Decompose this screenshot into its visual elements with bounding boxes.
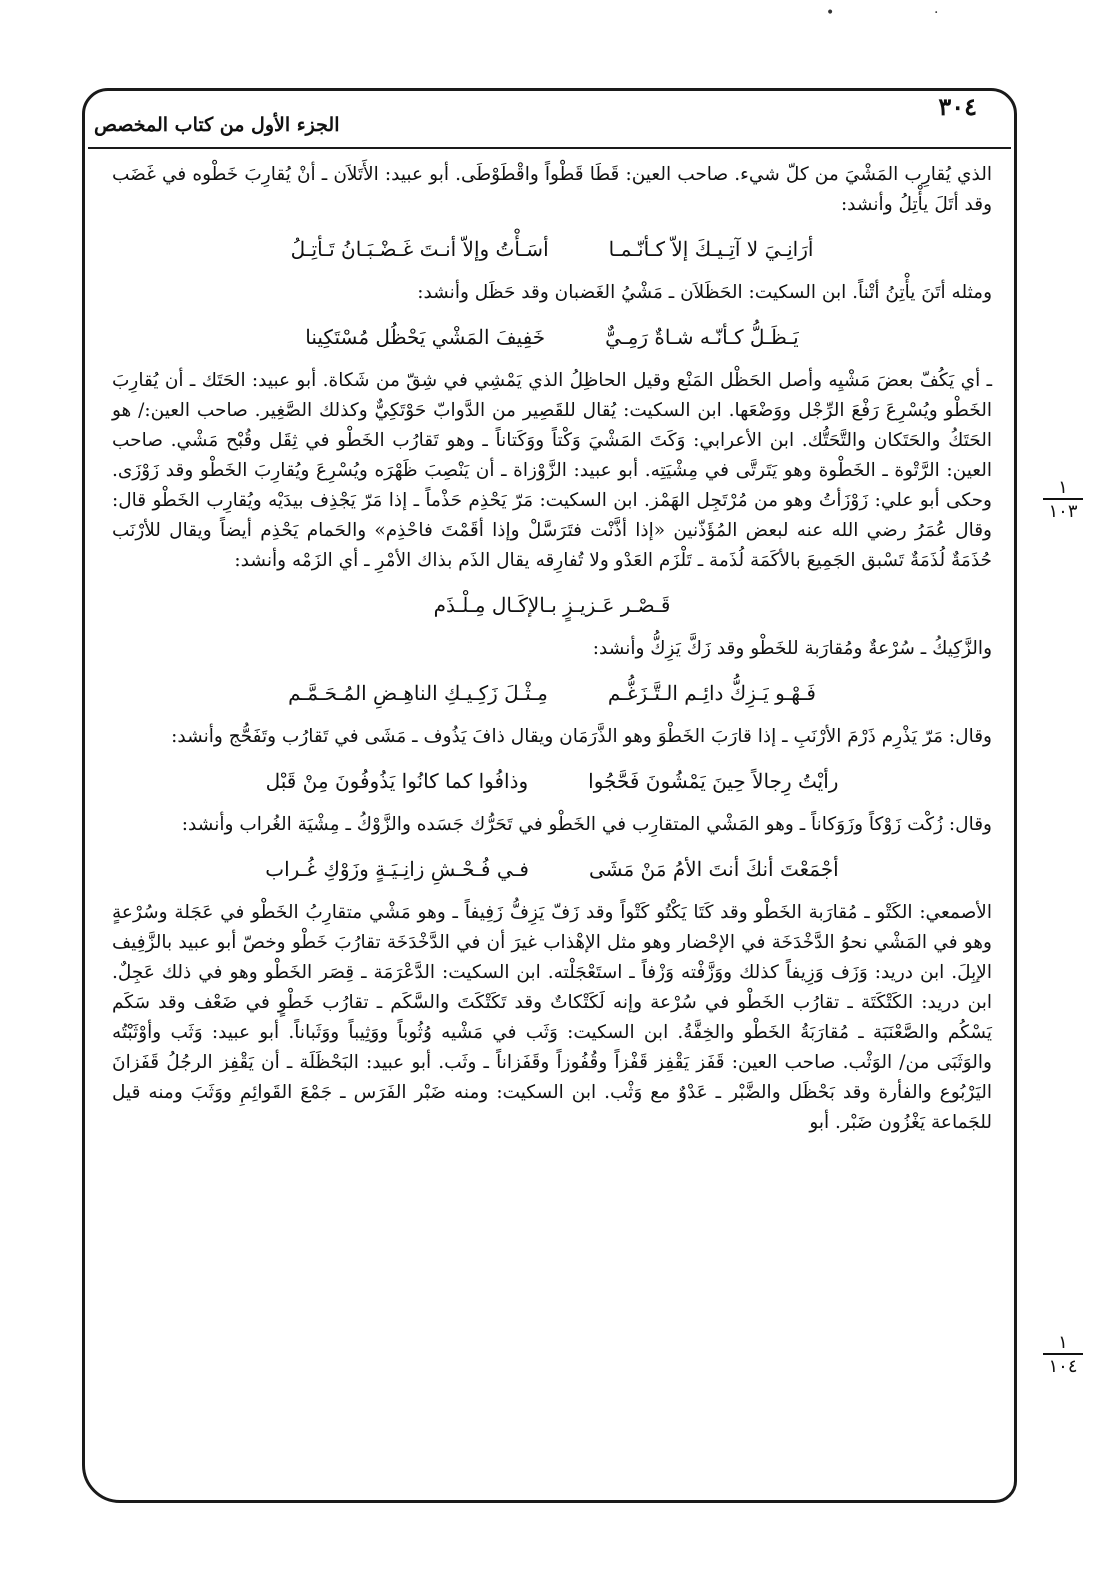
verse-first-hemistich: رأيْتُ رِجالاً حِينَ يَمْشُونَ فَحَّجُوا [588, 769, 839, 793]
scan-speck: • [826, 5, 835, 21]
paragraph: وقال: مَرّ يَذْرِم ذَرْمَ الأرْنَبِ ـ إذا قارَبَ الخَطْوَ وهو الذَّرَمَان ويقال ذافَ يَذُوف ـ مَشَى في تَقارُب وتَفَحُّج وأنشد: [171, 726, 992, 747]
running-title: الجزء الأول من كتاب المخصص [94, 114, 340, 136]
paragraph: الذي يُقارِب المَشْيَ من كلّ شيء. صاحب العين: قَطَا قَطْواً واقْطَوْطَى. أبو عبيد: الأَتَلاَن ـ أنْ يُقارِبَ خَطْوه في غَضَب وقد أتَلَ يأْتِلُ وأنشد: [112, 164, 992, 215]
verse-second-hemistich: فـي فُـحْـشِ زانِـيَـةٍ وزَوْكِ غُـراب [265, 857, 529, 881]
verse [112, 852, 992, 886]
margin-reference-numerator: ١ [1043, 478, 1083, 500]
verse-second-hemistich: خَفِيفَ المَشْي يَحْظُل مُسْتَكِينا [305, 325, 546, 349]
verse-second-hemistich: وذافُوا كما كانُوا يَذُوفُونَ مِنْ قَبْل [265, 769, 529, 793]
page-number: ٣٠٤ [938, 92, 977, 121]
margin-reference-denominator: ١٠٤ [1048, 1355, 1078, 1377]
margin-reference [1031, 1333, 1095, 1377]
paragraph: ومثله أتَنَ يأْتِنُ أتْناً. ابن السكيت: الحَظَلاَن ـ مَشْيُ الغَضبان وقد حَظَل وأنشد: [417, 282, 992, 303]
header-rule [88, 147, 1011, 149]
paragraph: والزَّكِيكُ ـ سُرْعةٌ ومُقارَبة للخَطْو وقد زَكَّ يَزِكُّ وأنشد: [592, 638, 992, 659]
margin-reference-numerator: ١ [1043, 1333, 1083, 1355]
verse-second-hemistich: مِـثْـلَ زَكِـيـكِ الناهِـضِ المُـحَـمَّـم [288, 681, 548, 705]
paragraph: ـ أي يَكُفّ بعضَ مَشْيِه وأصل الحَظْل المَنْع وقيل الحاظِلُ الذي يَمْشِي في شِقّ من شَكاة. أبو عبيد: الحَتَك ـ أن يُقارِبَ الخَطْو ويُسْرِعَ رَفْعَ الرِّجْل ووَضْعَها. ابن السكيت: يُقال للقَصِير من الدَّوابّ حَوْتَكِيٌّ وكذلك الصَّغِير. صاحب العين:/ هو الحَتَكُ والحَتَكان والتَّحَتُّك. ابن الأعرابي: وَكَتَ المَشْيَ وَكْتاً ووَكَتاناً ـ وهو تَقارُب الخَطْو في ثِقَل وقُبْح مَشْي. صاحب العين: الرَّتْوة ـ الخَطْوة وهو يَتَرتَّى في مِشْيَتِه. أبو عبيد: الزَّوْزاة ـ أن يَنْصِبَ ظَهْرَه ويُسْرِعَ ويُقارِبَ الخَطْو وقد زَوْزَى. وحكى أبو علي: زَوْزَأتُ وهو من مُرْتَجِل الهَمْز. ابن السكيت: مَرّ يَحْذِم حَذْماً ـ إذا مَرّ يَجْذِف بيدَيْه ويُقارِب الخَطْو قال: وقال عُمَرُ رضي الله عنه لبعض المُؤَذّنين «إذا أذَّنْت فتَرَسَّلْ وإذا أقَمْتَ فاحْذِم» والحَمام يَحْذِم أيضاً ويقال للأرْنَب حُذَمَةٌ لُذَمَةٌ تَسْبق الجَمِيعَ بالأكَمَة لُذَمة ـ تَلْزَم العَدْو ولا تُفارِقه يقال الذَم بذاك الأمْرِ ـ أي الزَمْه وأنشد: [112, 370, 992, 571]
paragraph: الأصمعي: الكَتْو ـ مُقارَبة الخَطْو وقد كَتَا يَكْتُو كَتْواً وقد زَفّ يَزِفُّ زَفِيفاً ـ وهو مَشْي متقارِبُ الخَطْو في عَجَلة وسُرْعةٍ وهو في المَشْي نحوُ الدَّخْدَخَة في الإحْضار وهو مثل الإهْذاب غيرَ أن في الدَّخْدَخَة تقارُبَ خَطْو وخصّ أبو عبيد بالزَّفِيف الإبِلَ. ابن دريد: وَزَف وَزِيفاً كذلك ووَزَّفْته وَزْفاً ـ استَعْجَلْته. ابن السكيت: الدَّعْرَمَة ـ قِصَر الخَطْو وهو في ذلك عَجِلٌ. ابن دريد: الكَتْكَتَة ـ تقارُب الخَطْو في سُرْعة وإنه لَكَتْكاتٌ وقد تَكَتْكَتَ والسَّكَم ـ تقارُب خَطْوٍ في ضَعْف وقد سَكَم يَسْكُم والصَّعْنَبَة ـ مُقارَبَةُ الخَطْو والخِفَّةُ. ابن السكيت: وَثَب في مَشْيه وُثُوباً ووَثِيباً ووَثَباناً. أبو عبيد: وَثَب وأوْثَبْتُه والوَثَبَى من/ الوَثْب. صاحب العين: قَفَز يَقْفِز قَفْزاً وقُفُوزاً وقَفَزاناً ـ وثَب. أبو عبيد: البَحْظَلَة ـ أن يَقْفِز الرجُلُ قَفَزانَ اليَرْبُوع والفأرة وقد بَحْظَل والضَّبْر ـ عَدْوٌ مع وَثْب. ابن السكيت: ومنه ضَبْر الفَرَس ـ جَمْعَ القَوائِمِ ووَثَبَ ومنه قيل للجَماعة يَغْزُون ضَبْر. أبو [112, 902, 992, 1133]
margin-reference [1031, 478, 1095, 522]
verse-first-hemistich: يَـظَـلُّ كـأنّـه شـاةٌ رَمِـيٌّ [605, 325, 799, 349]
verse [112, 676, 992, 710]
margin-reference-denominator: ١٠٣ [1048, 500, 1078, 522]
verse-first-hemistich: أجْمَعْتَ أنكَ أنتَ الأمُ مَنْ مَشَى [588, 857, 839, 881]
verse [112, 232, 992, 266]
verse-second-hemistich: أسَـأْتُ وإلاّ أنـتَ غَـضْـبَـانُ تَـأتِـلُ [290, 237, 549, 261]
scan-speck: · [934, 5, 939, 21]
verse [112, 764, 992, 798]
verse [112, 320, 992, 354]
main-text [112, 160, 992, 1138]
verse [112, 588, 992, 622]
verse-first-hemistich: فَـهْـو يَـزِكُّ دائِـم الـتَّـزَغُّـم [607, 681, 816, 705]
paragraph: وقال: زُكْت زَوْكاً وزَوَكاناً ـ وهو المَشْي المتقارِب في الخَطْو في تَحَرُّك جَسَده والزَّوْكُ ـ مِشْيَة الغُراب وأنشد: [181, 814, 992, 835]
verse-line: قَـصْـر عَـزيـزٍ بـالإكَـال مِـلْـذَم [433, 593, 671, 617]
verse-first-hemistich: أرَانِـيَ لا آتِـيـكَ إلاّ كـأنّـمـا [608, 237, 814, 261]
